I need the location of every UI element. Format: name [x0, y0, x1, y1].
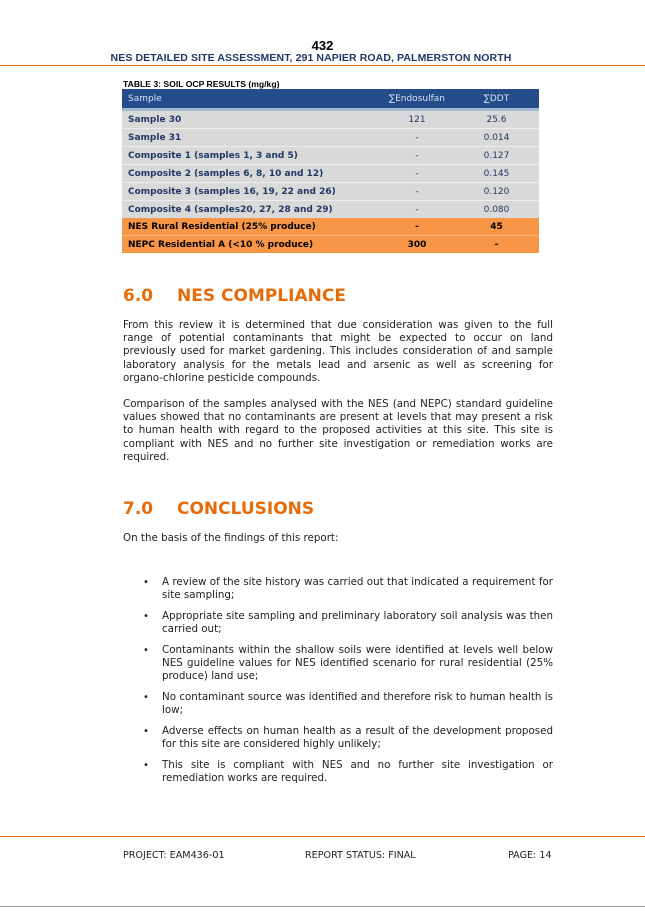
conclusions-list	[123, 576, 553, 793]
header-divider	[0, 65, 645, 66]
section-6-heading	[123, 286, 346, 306]
bullet-icon: •	[143, 577, 149, 588]
footer-report-status: REPORT STATUS: FINAL	[305, 850, 416, 861]
section-7-heading	[123, 499, 314, 519]
table-row	[122, 147, 539, 165]
table-row	[122, 201, 539, 219]
list-item	[123, 610, 553, 636]
section-6-title: NES COMPLIANCE	[177, 286, 346, 306]
sample-name: Composite 2 (samples 6, 8, 10 and 12)	[122, 165, 380, 183]
bullet-icon: •	[143, 725, 149, 737]
section-7-title: CONCLUSIONS	[177, 499, 315, 519]
table-header-row	[122, 89, 539, 110]
soil-ocp-results-table	[122, 89, 539, 253]
section-7-number: 7.0	[123, 499, 154, 519]
ddt-value: 0.014	[454, 129, 539, 147]
ddt-value: 25.6	[454, 110, 539, 129]
section-7-intro: On the basis of the findings of this report:	[123, 532, 339, 544]
guideline-row	[122, 236, 539, 254]
bullet-icon: •	[143, 610, 149, 622]
list-item	[123, 644, 553, 684]
table-caption: TABLE 3: SOIL OCP RESULTS (mg/kg)	[123, 79, 280, 89]
table-row	[122, 183, 539, 201]
list-item	[123, 725, 553, 751]
column-header-endosulfan: ∑Endosulfan	[380, 89, 454, 110]
list-item	[123, 576, 553, 602]
table-row	[122, 165, 539, 183]
list-item-text: Appropriate site sampling and preliminary laboratory soil analysis was then carried out;	[162, 609, 553, 636]
guideline-name: NES Rural Residential (25% produce)	[122, 218, 380, 236]
endosulfan-value: -	[380, 129, 454, 147]
endosulfan-guideline: -	[380, 218, 454, 236]
column-header-sample: Sample	[122, 89, 380, 110]
endosulfan-value: -	[380, 147, 454, 165]
endosulfan-value: 121	[380, 110, 454, 129]
page-number: 432	[311, 38, 334, 53]
ddt-value: 0.127	[454, 147, 539, 165]
list-item-text: A review of the site history was carried out that indicated a requirement for site sampling;	[162, 576, 553, 602]
sample-name: Composite 4 (samples20, 27, 28 and 29)	[122, 201, 380, 219]
list-item	[123, 759, 553, 785]
table-row	[122, 129, 539, 147]
page-bottom-edge	[0, 906, 645, 907]
section-6-number: 6.0	[123, 286, 154, 306]
list-item-text: Contaminants within the shallow soils were identified at levels well below NES guideline values for NES identified scenario for rural residential (25% produce) land use;	[162, 643, 553, 683]
sample-name: Sample 31	[122, 129, 380, 147]
guideline-row	[122, 218, 539, 236]
bullet-icon: •	[143, 644, 149, 656]
ddt-guideline: -	[454, 236, 539, 254]
sample-name: Composite 1 (samples 1, 3 and 5)	[122, 147, 380, 165]
column-header-ddt: ∑DDT	[454, 89, 539, 110]
guideline-name: NEPC Residential A (<10 % produce)	[122, 236, 380, 254]
footer-divider	[0, 836, 645, 837]
bullet-icon: •	[143, 759, 149, 771]
ddt-guideline: 45	[454, 218, 539, 236]
endosulfan-value: -	[380, 183, 454, 201]
ddt-value: 0.080	[454, 201, 539, 219]
ddt-value: 0.145	[454, 165, 539, 183]
ddt-value: 0.120	[454, 183, 539, 201]
section-6-paragraph-1: From this review it is determined that due consideration was given to the full range of potential contaminants that might be expected to occur on land previously used for market gardening. This includes consideration of and sample laboratory analysis for the metals lead and arsenic as well as screening for organo-chlorine pesticide compounds.	[123, 319, 553, 384]
document-header-title: NES DETAILED SITE ASSESSMENT, 291 NAPIER ROAD, PALMERSTON NORTH	[110, 52, 512, 64]
list-item-text: No contaminant source was identified and therefore risk to human health is low;	[162, 690, 553, 717]
section-6-paragraph-2: Comparison of the samples analysed with the NES (and NEPC) standard guideline values showed that no contaminants are present at levels that may present a risk to human health with regard to the proposed activities at this site. This site is compliant with NES and no further site investigation or remediation works are required.	[123, 398, 553, 463]
sample-name: Composite 3 (samples 16, 19, 22 and 26)	[122, 183, 380, 201]
table-row	[122, 110, 539, 129]
list-item-text: This site is compliant with NES and no further site investigation or remediation works are required.	[162, 758, 553, 784]
footer-page-number: PAGE: 14	[508, 850, 552, 861]
list-item	[123, 691, 553, 717]
endosulfan-value: -	[380, 201, 454, 219]
bullet-icon: •	[143, 691, 149, 703]
endosulfan-value: -	[380, 165, 454, 183]
list-item-text: Adverse effects on human health as a result of the development proposed for this site are considered highly unlikely;	[162, 724, 553, 751]
sample-name: Sample 30	[122, 110, 380, 129]
footer-project: PROJECT: EAM436-01	[123, 850, 225, 861]
endosulfan-guideline: 300	[380, 236, 454, 254]
